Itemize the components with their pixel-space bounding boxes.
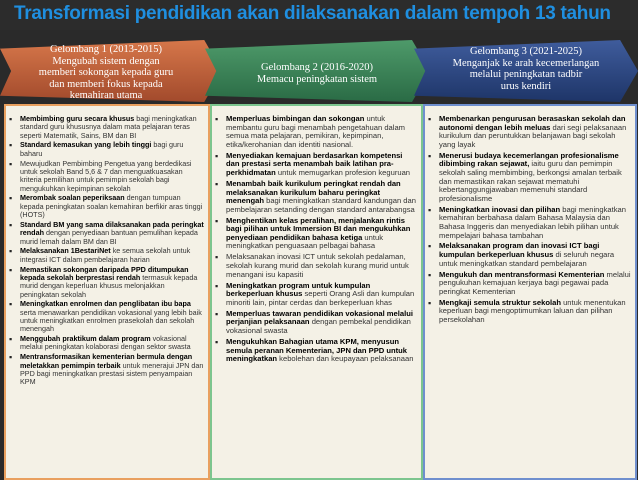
item-text: melalui pengukuhan kemajuan kerjaya bagi pegawai pada peringkat Kementerian	[439, 269, 631, 296]
phase-2-heading: Gelombang 2 (2016-2020)	[261, 62, 373, 73]
title-bar	[0, 0, 638, 30]
item-bold-text: Menyediakan kemajuan berdasarkan kompetensi dan prestasi serta menambah baik latihan pra-perkhidmatan	[226, 150, 403, 177]
item-bold-text: Mengukuh dan mentransformasi Kementerian	[439, 269, 605, 279]
item-bold-text: Membenarkan pengurusan berasaskan sekolah dan autonomi dengan lebih meluas	[439, 114, 626, 132]
list-item	[439, 271, 632, 297]
item-text: bagi meningkatkan kemahiran berbahasa dalam Bahasa Malaysia dan Bahasa Inggeris dan menyediakan lebih pilihan untuk mempelajari bahasa tambahan	[439, 204, 626, 240]
list-item	[226, 152, 418, 178]
list-item	[439, 299, 632, 325]
item-text: di seluruh negara untuk meningkatkan standard pembelajaran	[439, 250, 615, 268]
item-bold-text: Standard kemasukan yang lebih tinggi	[20, 140, 152, 150]
list-item	[20, 300, 205, 333]
item-text: untuk menentukan keperluan bagi mengoptimumkan laluan dan pilihan persekolahan	[439, 297, 626, 325]
bullet-list	[212, 106, 421, 364]
item-bold-text: Merombak soalan peperiksaan	[20, 193, 125, 203]
list-item	[20, 266, 205, 299]
list-item	[226, 310, 418, 336]
item-text: kebolehan dan keupayaan pelaksanaan	[277, 354, 414, 364]
list-item	[439, 152, 632, 204]
item-bold-text: Menerusi budaya kecemerlangan profesionalisme dibimbing rakan sejawat,	[439, 150, 619, 169]
phase-1-line: dan memberi fokus kepada	[49, 78, 163, 90]
item-bold-text: Melaksanakan 1BestariNet	[20, 246, 111, 256]
item-text: untuk meningkatkan penguasaan pelbagai bahasa	[226, 232, 383, 251]
list-item	[226, 253, 418, 279]
list-item	[226, 338, 418, 364]
list-item	[20, 115, 205, 140]
item-bold-text: Memastikan sokongan daripada PPD ditumpukan kepada sekolah berprestasi rendah	[20, 264, 189, 282]
item-text: bagi guru baharu	[20, 140, 184, 158]
column-wave-3	[423, 104, 637, 480]
phase-3-line: Menganjak ke arah kecemerlangan	[452, 57, 600, 69]
phase-2-line: Memacu peningkatan sistem	[256, 73, 378, 85]
phase-2-text	[222, 62, 412, 85]
phase-3-line: melalui peningkatan tadbir	[469, 69, 583, 81]
item-text: bagi meningkatkan standard kandungan dan pembelajaran setanding dengan standard antarabangsa	[226, 196, 416, 214]
item-text: iaitu guru dan pemimpin sekolah saling membimbing, berkongsi amalan terbaik dan memastikan rakan sejawat mematuhi kebertanggungjawaban memenuhi standard profesionalisme	[439, 159, 622, 203]
item-text: untuk membantu guru bagi menambah pengetahuan dalam semua mata pelajaran, pemikiran, kepimpinan, etika/kerohanian dan identiti nasional.	[226, 114, 405, 149]
item-bold-text: Meningkatkan inovasi dan pilihan	[439, 204, 561, 214]
item-text: dengan tumpuan kepada peningkatan soalan kemahiran berfikir aras tinggi (HOTS)	[20, 193, 203, 220]
item-text: vokasional melalui peningkatan kolaborasi dengan sektor swasta	[20, 334, 191, 352]
item-text: serta menawarkan pendidikan vokasional yang lebih baik untuk meningkatkan enrolmen prasekolah dan sekolah menengah	[20, 307, 202, 334]
list-item	[20, 353, 205, 386]
item-bold-text: Standard BM yang sama dilaksanakan pada peringkat rendah	[20, 219, 204, 238]
item-bold-text: Mengukuhkan Bahagian utama KPM, menyusun semula peranan Kementerian, JPN dan PPD untuk meningkatkan	[226, 336, 408, 364]
list-item	[20, 247, 205, 264]
item-bold-text: Menghentikan kelas peralihan, menjalankan rintis bagi pilihan untuk Immersion BI dan mengukuhkan penyediaan pendidikan bahasa ketiga	[226, 215, 411, 242]
item-text: dengan penyediaan bantuan pemulihan kepada murid lemah dalam BM dan BI	[20, 228, 198, 246]
phase-3-heading: Gelombang 3 (2021-2025)	[470, 46, 582, 57]
phase-3-text	[430, 46, 622, 92]
list-item	[226, 282, 418, 308]
phase-1-text	[12, 44, 200, 102]
item-bold-text: Mengkaji semula struktur sekolah	[439, 297, 561, 307]
item-text: untuk menerajui JPN dan PPD bagi meningkatkan prestasi sistem penyampaian KPM	[20, 360, 204, 387]
bullet-list	[6, 106, 208, 387]
phase-3-line: urus kendiri	[500, 80, 552, 92]
item-text: bagi meningkatkan standard guru khususnya dalam mata pelajaran teras seperti Matematik, Sains, BM dan BI	[20, 114, 197, 140]
item-text: dengan pembekal pendidikan vokasional swasta	[226, 317, 411, 335]
list-item	[439, 115, 632, 149]
phase-1-line: memberi sokongan kepada guru	[38, 67, 174, 79]
item-bold-text: Melaksanakan program dan inovasi ICT bagi kumpulan berkeperluan khusus	[439, 241, 600, 260]
item-bold-text: Menambah baik kurikulum peringkat rendah dan melaksanakan kurikulum baharu peringkat menengah	[226, 178, 401, 206]
bullet-list	[425, 106, 635, 325]
item-bold-text: Mentransformasikan kementerian bermula dengan meletakkan pemimpin terbaik	[20, 352, 193, 370]
item-bold-text: Memperluas tawaran pendidikan vokasional melalui perjanjian pelaksanaan	[226, 308, 413, 327]
item-text: ke semua sekolah untuk integrasi ICT dalam pembelajaran harian	[20, 246, 191, 264]
item-bold-text: Meningkatkan program untuk kumpulan berkeperluan khusus	[226, 280, 371, 299]
item-text: Melaksanakan inovasi ICT untuk sekolah pedalaman, sekolah kurang murid dan sekolah kurang murid untuk menangani isu kapasiti	[226, 252, 409, 279]
list-item	[439, 206, 632, 240]
list-item	[20, 160, 205, 193]
list-item	[20, 194, 205, 219]
list-item	[226, 180, 418, 214]
item-text: seperti Orang Asli dan kumpulan minoriti lain, pintar cerdas dan berkeperluan khas	[226, 289, 415, 307]
item-text: untuk memugarkan profesion keguruan	[275, 167, 411, 177]
phase-1-line: Mengubah sistem dengan	[52, 55, 160, 67]
list-item	[20, 221, 205, 246]
item-text: termasuk kepada murid dengan keperluan khusus melonjakkan peningkatan sekolah	[20, 272, 198, 299]
list-item	[439, 242, 632, 268]
list-item	[20, 335, 205, 352]
item-bold-text: Memperluas bimbingan dan sokongan	[226, 114, 365, 123]
phase-1-heading: Gelombang 1 (2013-2015)	[50, 44, 162, 55]
column-wave-1	[4, 104, 210, 480]
item-text: dari segi pelaksanaan kurikulum dan peruntukkan belanjawan bagi sekolah yang layak	[439, 122, 627, 149]
column-wave-2	[210, 104, 423, 480]
item-text: Mewujudkan Pembimbing Pengetua yang berdedikasi untuk sekolah Band 5,6 & 7 dan menguatkuasakan kriteria pemilihan untuk pemimpin sekolah bagi mengukuhkan kepimpinan sekolah	[20, 158, 192, 193]
item-bold-text: Menggubah praktikum dalam program	[20, 334, 151, 344]
list-item	[226, 115, 418, 149]
page-title: Transformasi pendidikan akan dilaksanakan dalam tempoh 13 tahun	[14, 3, 611, 24]
list-item	[226, 217, 418, 251]
phase-1-line: kemahiran utama	[69, 90, 143, 102]
list-item	[20, 141, 205, 158]
item-bold-text: Membimbing guru secara khusus	[20, 114, 135, 123]
item-bold-text: Meningkatkan enrolmen dan penglibatan ibu bapa	[20, 299, 191, 309]
